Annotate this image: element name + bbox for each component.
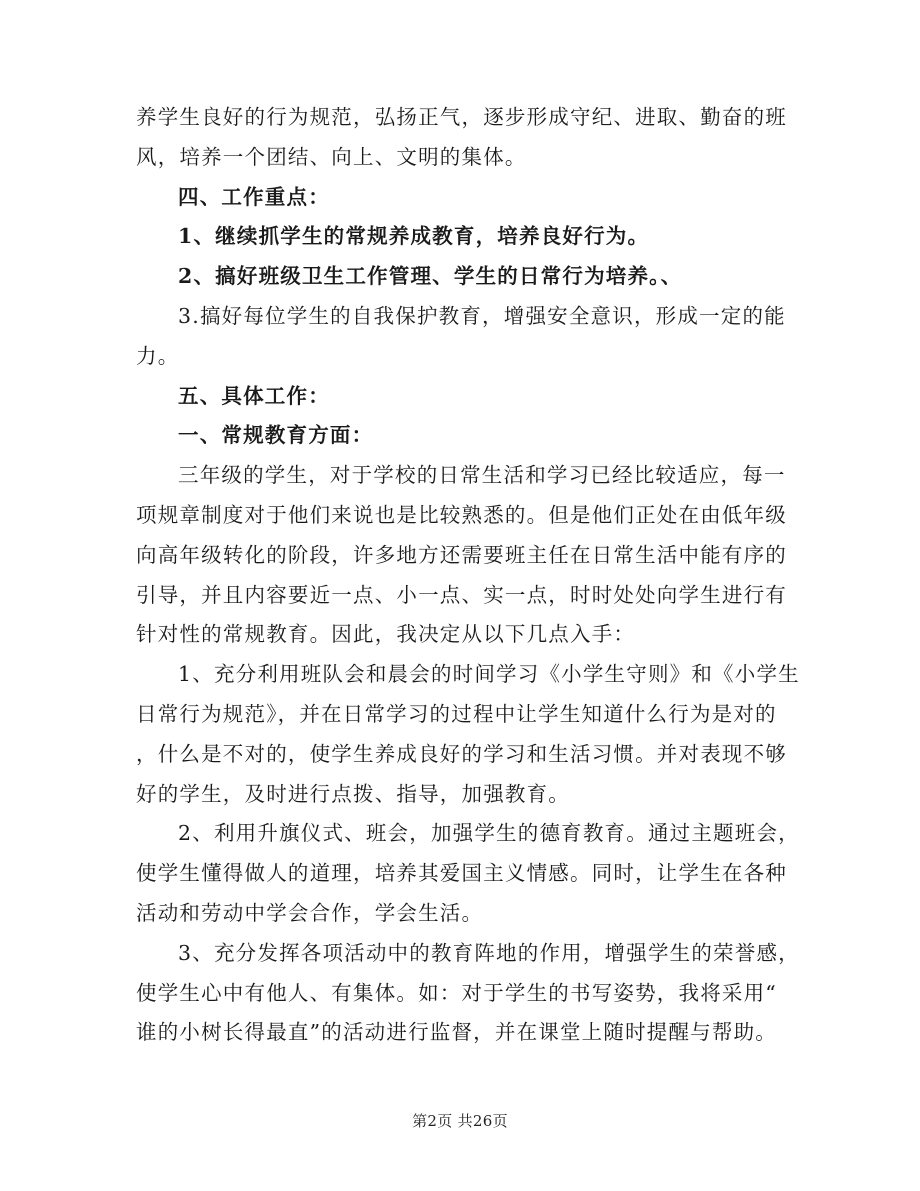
- section-heading: [136, 217, 784, 257]
- paragraph: [136, 297, 784, 377]
- paragraph: [136, 934, 800, 1053]
- text-line: 3.搞好每位学生的自我保护教育，增强安全意识，形成一定的能: [178, 303, 786, 328]
- section-heading: [136, 257, 784, 297]
- text-line: 针对性的常规教育。因此，我决定从以下几点入手：: [136, 622, 636, 647]
- section-heading: [136, 377, 784, 417]
- text-line: 养学生良好的行为规范，弘扬正气，逐步形成守纪、进取、勤奋的班: [136, 105, 787, 129]
- page-number: 第2页 共26页: [412, 1112, 508, 1130]
- text-line: 五、具体工作：: [178, 383, 330, 408]
- text-line: 2、利用升旗仪式、班会，加强学生的德育教育。通过主题班会，: [178, 821, 800, 846]
- text-line: 项规章制度对于他们来说也是比较熟悉的。但是他们正处在由低年级: [136, 502, 787, 527]
- paragraph: [136, 98, 787, 178]
- document-body: [136, 98, 800, 1053]
- text-line: 1、充分利用班队会和晨会的时间学习《小学生守则》和《小学生: [178, 662, 800, 687]
- text-line: 风，培养一个团结、向上、文明的集体。: [136, 144, 527, 169]
- text-line: 日常行为规范》，并在日常学习的过程中让学生知道什么行为是对的: [136, 701, 777, 726]
- text-line: 一、常规教育方面：: [178, 423, 374, 448]
- text-line: ，什么是不对的，使学生养成良好的学习和生活习惯。并对表现不够: [136, 741, 787, 766]
- text-line: 谁的小树长得最直”的活动进行监督，并在课堂上随时提醒与帮助。: [136, 1020, 777, 1045]
- section-heading: [136, 416, 784, 456]
- text-line: 好的学生，及时进行点拨、指导，加强教育。: [136, 781, 570, 806]
- text-line: 引导，并且内容要近一点、小一点、实一点，时时处处向学生进行有: [136, 582, 787, 607]
- text-line: 3、充分发挥各项活动中的教育阵地的作用，增强学生的荣誉感，: [178, 940, 800, 965]
- paragraph: [136, 655, 800, 814]
- text-line: 使学生懂得做人的道理，培养其爱国主义情感。同时，让学生在各种: [136, 861, 787, 886]
- text-line: 三年级的学生，对于学校的日常生活和学习已经比较适应，每一: [178, 463, 786, 488]
- section-heading: [136, 178, 784, 218]
- text-line: 向高年级转化的阶段，许多地方还需要班主任在日常生活中能有序的: [136, 542, 787, 567]
- text-line: 2、搞好班级卫生工作管理、学生的日常行为培养。、: [178, 264, 683, 289]
- text-line: 活动和劳动中学会合作，学会生活。: [136, 900, 484, 925]
- text-line: 1、继续抓学生的常规养成教育，培养良好行为。: [178, 224, 650, 249]
- text-line: 力。: [136, 343, 180, 368]
- paragraph: [136, 814, 800, 933]
- paragraph: [136, 456, 787, 655]
- text-line: 使学生心中有他人、有集体。如：对于学生的书写姿势，我将采用“: [136, 980, 777, 1005]
- text-line: 四、工作重点：: [178, 184, 330, 209]
